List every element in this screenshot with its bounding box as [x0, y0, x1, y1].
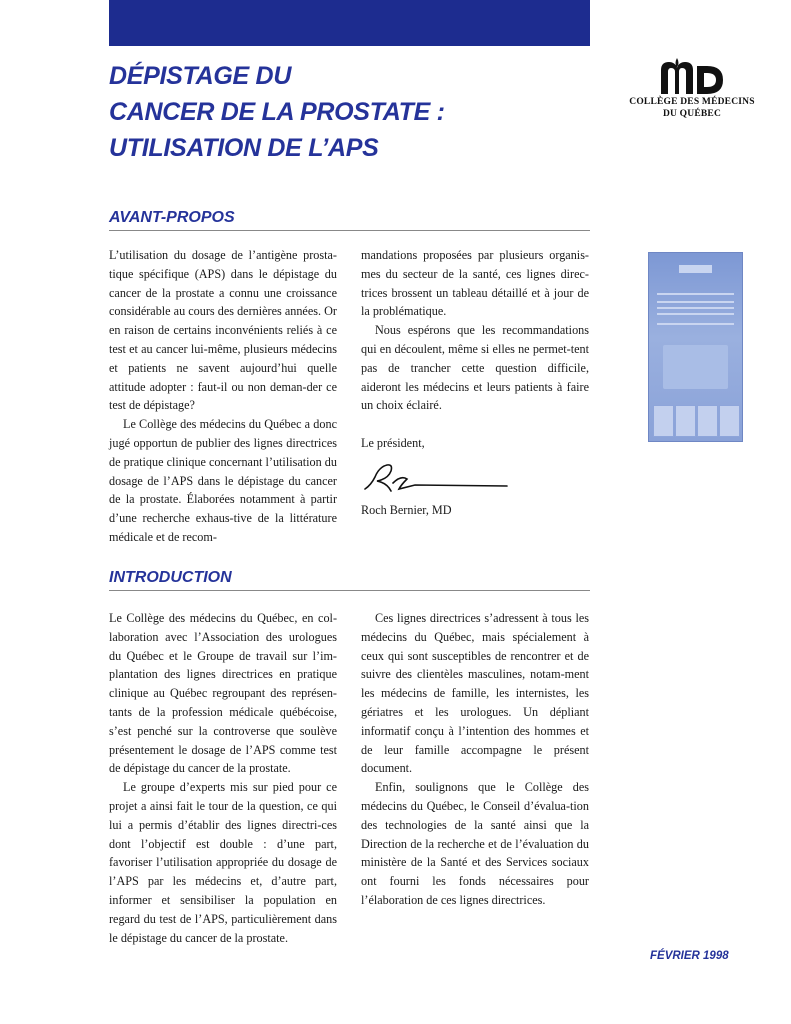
paragraph: Enfin, soulignons que le Collège des médecins du Québec, le Conseil d’évalua-tion des technologies de la santé ainsi que la Direction de la recherche et de l’évaluation du ministère de la Santé et des Services sociaux ont fourni les fonds nécessaires pour l’élaboration de ces lignes directrices. — [361, 780, 589, 907]
title-line-3: UTILISATION DE L’APS — [109, 134, 379, 162]
avant-propos-col-2 — [361, 246, 589, 520]
paragraph: Le Collège des médecins du Québec a donc jugé opportun de publier des lignes directrices de pratique clinique concernant l’utilisation du dosage de l’APS dans le dépistage du cancer de la prostate. Élaborées notamment à partir d’une recherche exhaus-tive de la littérature médicale et de recom- — [109, 417, 337, 544]
paragraph: Le groupe d’experts mis sur pied pour ce projet a ainsi fait le tour de la question, ce qui lui a permis d’établir des lignes directri-ces dont l’objectif est double : d’une part, favoriser l’utilisation appropriée du dosage de l’APS par les médecins et, d’autre part, informer et sensibiliser la population en regard du test de l’APS, particulièrement dans le dépistage du cancer de la prostate. — [109, 780, 337, 945]
introduction-col-2 — [361, 609, 589, 910]
paragraph: Nous espérons que les recommandations qui en découlent, même si elles ne permet-tent pas de trancher cette question difficile, aideront les médecins et leurs patients à faire un choix éclairé. — [361, 323, 589, 413]
paragraph: L’utilisation du dosage de l’antigène prosta-tique spécifique (APS) dans le dépistage du cancer de la prostate a connu une croissance considérable au cours des dernières années. Or en raison de certains inconvénients reliés à ce test et au cancer lui-même, plusieurs médecins et patients ne savent aujourd’hui quelle attitude adopter : faut-il ou non deman-der ce test de dépistage? — [109, 248, 337, 413]
title-line-1: DÉPISTAGE DU — [109, 62, 292, 90]
avant-propos-heading: AVANT-PROPOS — [109, 208, 590, 231]
header-bar — [109, 0, 590, 46]
signoff-text: Le président, — [361, 435, 425, 450]
introduction-col-1 — [109, 609, 337, 947]
publication-date: FÉVRIER 1998 — [650, 950, 729, 962]
college-logo — [628, 56, 756, 120]
brochure-thumbnail — [648, 252, 743, 442]
title-line-2: CANCER DE LA PROSTATE : — [109, 98, 445, 126]
college-name-line-2: DU QUÉBEC — [662, 109, 722, 119]
introduction-heading: INTRODUCTION — [109, 568, 590, 591]
fleur-de-lis-md-icon — [655, 56, 729, 96]
signature-image — [361, 459, 511, 497]
signer-name: Roch Bernier, MD — [361, 502, 452, 517]
paragraph: Ces lignes directrices s’adressent à tous les médecins du Québec, mais spécialement à ceux qui sont susceptibles de rencontrer et de suivre des clientèles masculines, notam-ment les médecins de famille, les internistes, les gériatres et les urologues. Un dépliant informatif conçu à l’intention des hommes et de leur famille accompagne le présent document. — [361, 611, 589, 776]
avant-propos-col-1 — [109, 246, 337, 547]
college-name-line-1: COLLÈGE DES MÉDECINS — [629, 97, 755, 107]
paragraph: Le Collège des médecins du Québec, en col-laboration avec l’Association des urologues du Québec et le Groupe de travail sur l’im-plantation des lignes directrices en pratique clinique au Québec regroupant des représen-tants de la profession médicale québécoise, s’est penché sur la controverse que soulève présentement le dosage de l’APS comme test de dépistage du cancer de la prostate. — [109, 611, 337, 776]
paragraph: mandations proposées par plusieurs organis-mes du secteur de la santé, ces lignes direc-trices brossent un tableau détaillé et à jour de la problématique. — [361, 248, 589, 319]
page-title — [109, 58, 579, 166]
